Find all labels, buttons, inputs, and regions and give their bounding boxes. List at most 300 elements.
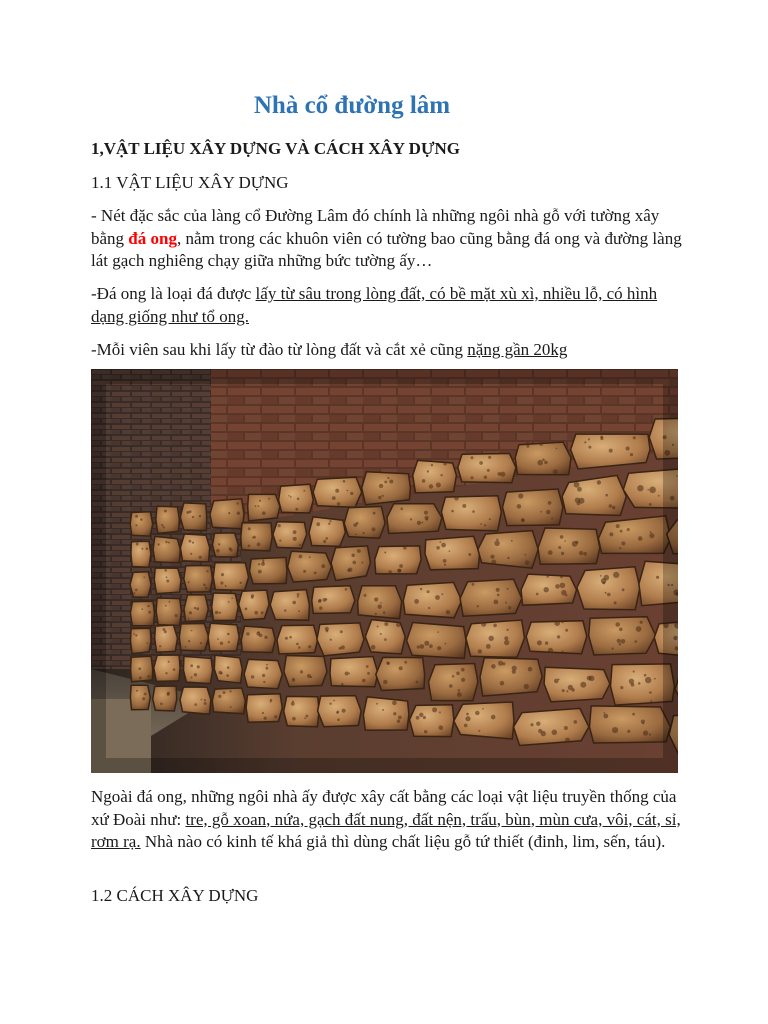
stone-pore: [462, 504, 466, 508]
stone-pore: [366, 665, 369, 668]
stone-pore: [298, 610, 300, 612]
stone-pore: [551, 518, 553, 520]
stone-pore: [142, 697, 145, 700]
section-heading-1: 1,VẬT LIỆU XÂY DỰNG VÀ CÁCH XÂY DỰNG: [91, 139, 460, 158]
stone-pore: [383, 680, 387, 684]
stone-pore: [382, 709, 384, 711]
stone-pore: [437, 631, 439, 633]
laterite-stone: [590, 706, 671, 743]
stone-pore: [554, 620, 560, 626]
stone-pore: [340, 630, 343, 633]
stone-pore: [635, 640, 638, 643]
stone-pore: [645, 677, 651, 683]
stone-pore: [190, 553, 192, 555]
laterite-stone: [503, 489, 563, 526]
stone-pore: [245, 608, 248, 611]
stone-pore: [446, 610, 450, 614]
stone-pore: [135, 634, 137, 636]
stone-pore: [440, 474, 442, 476]
stone-pore: [194, 673, 197, 676]
stone-pore: [306, 715, 309, 718]
stone-pore: [502, 662, 505, 665]
paragraph-1: [91, 205, 691, 273]
stone-pore: [300, 670, 303, 673]
stone-pore: [217, 638, 219, 640]
stone-pore: [428, 607, 430, 609]
laterite-stone: [184, 656, 213, 683]
laterite-stone: [130, 685, 150, 710]
stone-pore: [268, 498, 270, 500]
stone-pore: [466, 713, 469, 716]
stone-pore: [417, 521, 421, 525]
stone-pore: [377, 626, 379, 628]
stone-pore: [328, 523, 330, 525]
stone-pore: [565, 629, 568, 632]
laterite-stone: [538, 528, 600, 564]
stone-pore: [375, 613, 377, 615]
stone-pore: [218, 543, 220, 545]
stone-pore: [192, 516, 194, 518]
stone-pore: [279, 540, 281, 542]
laterite-stone: [312, 586, 355, 614]
stone-pore: [220, 581, 223, 584]
laterite-stone: [130, 572, 151, 598]
stone-pore: [347, 569, 350, 572]
stone-pore: [566, 690, 568, 692]
stone-pore: [219, 612, 221, 614]
stone-pore: [436, 546, 440, 550]
laterite-stone: [480, 658, 542, 696]
stone-pore: [416, 681, 419, 684]
laterite-stone: [514, 708, 589, 745]
stone-pore: [464, 724, 468, 728]
stone-pore: [258, 631, 260, 633]
stone-pore: [504, 640, 509, 645]
stone-pore: [491, 715, 496, 720]
stone-pore: [600, 437, 603, 440]
stone-pore: [553, 469, 558, 474]
stone-pore: [133, 633, 135, 635]
stone-pore: [439, 725, 444, 730]
stone-pore: [297, 596, 299, 598]
stone-pore: [169, 601, 171, 603]
stone-pore: [147, 642, 149, 644]
stone-pore: [292, 601, 296, 605]
stone-pore: [284, 609, 286, 611]
stone-pore: [204, 702, 207, 705]
stone-pore: [620, 686, 623, 689]
stone-pore: [292, 717, 296, 721]
stone-pore: [537, 640, 542, 645]
stone-pore: [541, 731, 546, 736]
page-title: Nhà cổ đường lâm: [253, 92, 451, 119]
stone-pore: [481, 622, 486, 627]
laterite-stone: [155, 625, 178, 652]
stone-pore: [525, 560, 530, 565]
stone-pore: [650, 531, 652, 533]
stone-pore: [451, 510, 454, 513]
stone-pore: [325, 627, 329, 631]
stone-pore: [329, 520, 331, 522]
stone-pore: [194, 703, 197, 706]
stone-pore: [458, 689, 461, 692]
stone-pore: [588, 438, 590, 440]
stone-pore: [521, 519, 525, 523]
paragraph-4-text-start: Ngoài đá ong, những ngôi nhà ấy được xây cất bằng các loại vật liệu truyền thống của xứ Đoài như:: [91, 787, 677, 829]
stone-pore: [620, 530, 623, 533]
stone-pore: [468, 553, 471, 556]
stone-pore: [140, 518, 143, 521]
stone-pore: [298, 646, 301, 649]
laterite-stone: [309, 517, 345, 547]
stone-pore: [226, 674, 229, 677]
paragraph-2-underlined: lấy từ sâu trong lòng đất, có bề mặt xù xì, nhiều lỗ, có hình dạng giống như tổ ong.: [91, 284, 658, 326]
stone-pore: [530, 723, 533, 726]
stone-pore: [632, 713, 635, 716]
stone-pore: [205, 587, 207, 589]
laterite-stone: [184, 566, 213, 593]
laterite-stone: [403, 582, 461, 617]
stone-pore: [564, 726, 568, 730]
stone-pore: [157, 543, 159, 545]
stone-pore: [403, 546, 407, 550]
stone-pore: [439, 711, 441, 713]
stone-pore: [616, 524, 620, 528]
stone-pore: [186, 511, 189, 514]
stone-pore: [445, 643, 447, 645]
stone-pore: [293, 537, 297, 541]
stone-pore: [133, 592, 135, 594]
stone-pore: [165, 541, 167, 543]
stone-pore: [345, 588, 348, 591]
stone-pore: [480, 523, 482, 525]
stone-pore: [588, 446, 591, 449]
stone-pore: [536, 593, 539, 596]
laterite-stone: [213, 563, 248, 591]
stone-pore: [399, 666, 403, 670]
stone-pore: [511, 540, 513, 542]
stone-pore: [631, 683, 635, 687]
stone-pore: [316, 522, 320, 526]
stone-pore: [292, 701, 294, 703]
stone-pore: [251, 594, 254, 597]
stone-pore: [299, 555, 303, 559]
stone-pore: [356, 522, 359, 525]
laterite-stone: [376, 657, 425, 690]
stone-pore: [264, 717, 267, 720]
stone-pore: [261, 611, 264, 614]
stone-pore: [398, 716, 402, 720]
stone-pore: [577, 502, 581, 506]
stone-pore: [227, 633, 230, 636]
stone-pore: [560, 535, 564, 539]
stone-pore: [138, 667, 141, 670]
stone-pore: [303, 570, 306, 573]
laterite-stone: [131, 541, 151, 567]
stone-pore: [617, 639, 621, 643]
stone-pore: [449, 550, 451, 552]
stone-pore: [278, 524, 281, 527]
stone-pore: [431, 464, 433, 466]
subsection-heading-1-1: 1.1 VẬT LIỆU XÂY DỰNG: [91, 173, 289, 192]
stone-pore: [656, 576, 659, 579]
stone-pore: [308, 645, 311, 648]
stone-pore: [200, 642, 202, 644]
stone-pore: [357, 549, 361, 553]
stone-pore: [216, 549, 220, 553]
stone-pore: [333, 700, 335, 702]
stone-pore: [504, 636, 508, 640]
laterite-stone: [284, 696, 319, 726]
stone-pore: [424, 641, 429, 646]
stone-pore: [518, 493, 523, 498]
stone-pore: [335, 489, 339, 493]
paragraph-4-underlined: tre, gỗ xoan, nứa, gạch đất nung, đất nện, trấu, bùn, mùn cưa, vôi, cát, sỉ, rơm rạ.: [91, 809, 681, 851]
stone-pore: [141, 608, 143, 610]
stone-pore: [297, 593, 300, 596]
stone-pore: [143, 576, 145, 578]
stone-pore: [384, 552, 386, 554]
stone-pore: [482, 708, 484, 710]
stone-pore: [343, 480, 346, 483]
stone-pore: [321, 564, 325, 568]
stone-pore: [303, 490, 305, 492]
stone-pore: [393, 712, 396, 715]
stone-pore: [339, 647, 342, 650]
laterite-stone: [344, 506, 385, 538]
stone-pore: [574, 482, 580, 488]
laterite-stone: [130, 512, 153, 536]
stone-pore: [228, 641, 230, 643]
stone-pore: [421, 522, 423, 524]
laterite-stone: [331, 546, 370, 581]
stone-pore: [572, 541, 578, 547]
stone-pore: [188, 640, 190, 642]
stone-pore: [148, 611, 151, 614]
laterite-stone: [153, 536, 180, 562]
stone-pore: [248, 527, 251, 530]
laterite-stone: [153, 686, 177, 711]
stone-pore: [475, 711, 480, 716]
stone-pore: [472, 583, 475, 586]
stone-pore: [191, 630, 193, 632]
stone-pore: [471, 476, 474, 479]
stone-pore: [262, 511, 266, 515]
stone-pore: [609, 449, 613, 453]
stone-pore: [293, 530, 297, 534]
stone-pore: [159, 645, 161, 647]
laterite-stone: [180, 534, 209, 562]
stone-pore: [600, 575, 602, 577]
stone-pore: [597, 480, 601, 484]
stone-pore: [419, 713, 423, 717]
stone-pore: [491, 560, 496, 565]
stone-pore: [387, 662, 390, 665]
stone-pore: [345, 672, 349, 676]
laterite-stone: [362, 472, 411, 505]
stone-pore: [139, 677, 142, 680]
stone-pore: [372, 527, 376, 531]
stone-pore: [439, 541, 441, 543]
stone-pore: [185, 646, 187, 648]
stone-pore: [650, 700, 652, 702]
highlight-da-ong: đá ong: [128, 228, 177, 248]
stone-pore: [416, 716, 420, 720]
stone-pore: [296, 643, 299, 646]
stone-pore: [341, 683, 344, 686]
stone-pore: [136, 690, 138, 692]
stone-pore: [166, 580, 169, 583]
stone-pore: [545, 641, 548, 644]
stone-pore: [387, 477, 389, 479]
stone-pore: [297, 498, 300, 501]
stone-pore: [220, 642, 223, 645]
stone-pore: [542, 459, 545, 462]
stone-pore: [449, 684, 453, 688]
stone-pore: [425, 516, 429, 520]
stone-pore: [486, 644, 491, 649]
laterite-stone: [239, 590, 270, 620]
stone-pore: [389, 480, 393, 484]
stone-pore: [237, 512, 240, 515]
stone-pore: [548, 648, 553, 653]
stone-pore: [456, 672, 460, 676]
stone-pore: [380, 633, 382, 635]
stone-pore: [658, 495, 660, 497]
stone-pore: [228, 513, 230, 515]
stone-pore: [168, 542, 170, 544]
stone-pore: [607, 593, 611, 597]
stone-pore: [443, 462, 446, 465]
stone-pore: [641, 720, 645, 724]
stone-pore: [457, 692, 462, 697]
stone-pore: [548, 550, 553, 555]
stone-pore: [379, 484, 383, 488]
stone-pore: [228, 601, 230, 603]
stone-pore: [323, 540, 326, 543]
laterite-stone: [413, 460, 457, 493]
paragraph-2: [91, 283, 691, 328]
stone-pore: [362, 679, 366, 683]
stone-pore: [396, 623, 401, 628]
stone-pore: [163, 628, 166, 631]
stone-pore: [397, 569, 401, 573]
stone-pore: [561, 621, 563, 623]
stone-pore: [337, 711, 340, 714]
laterite-stone: [387, 504, 442, 534]
stone-pore: [240, 582, 242, 584]
stone-pore: [544, 587, 549, 592]
paragraph-3: [91, 339, 691, 362]
stone-pore: [517, 504, 522, 509]
stone-pore: [165, 605, 167, 607]
stone-pore: [237, 502, 239, 504]
stone-pore: [378, 605, 382, 609]
laterite-stone: [180, 687, 211, 714]
laterite-stone: [248, 494, 280, 521]
stone-pore: [649, 487, 656, 494]
stone-pore: [351, 554, 355, 558]
stone-pore: [384, 622, 388, 626]
stone-pore: [309, 556, 311, 558]
stone-pore: [329, 703, 331, 705]
stone-pore: [654, 678, 656, 680]
laterite-stone: [317, 623, 364, 656]
laterite-stone: [318, 696, 362, 727]
stone-pore: [605, 592, 607, 594]
stone-pore: [350, 492, 353, 495]
stone-pore: [378, 496, 381, 499]
laterite-stone: [131, 628, 152, 653]
stone-pore: [166, 576, 168, 578]
stone-pore: [201, 699, 203, 701]
laterite-stone: [425, 536, 480, 570]
stone-pore: [363, 532, 365, 534]
stone-pore: [221, 573, 224, 576]
laterite-stone: [270, 590, 309, 621]
stone-pore: [227, 666, 230, 669]
stone-pore: [197, 665, 200, 668]
stone-pore: [203, 584, 206, 587]
stone-pore: [429, 484, 433, 488]
stone-pore: [162, 526, 164, 528]
stone-pore: [414, 599, 419, 604]
stone-pore: [229, 547, 232, 550]
stone-pore: [643, 730, 648, 735]
laterite-stone: [589, 617, 656, 655]
stone-pore: [204, 699, 206, 701]
stone-pore: [555, 584, 560, 589]
stone-pore: [526, 445, 529, 448]
stone-pore: [649, 503, 652, 506]
stone-pore: [647, 489, 649, 491]
stone-pore: [556, 448, 558, 450]
stone-pore: [189, 611, 192, 614]
stone-pore: [500, 681, 505, 686]
laterite-stone: [454, 702, 514, 739]
stone-pore: [258, 570, 262, 574]
stone-pore: [135, 515, 138, 518]
paragraph-1-text-end: , nằm trong các khuôn viên có tường bao cũng bằng đá ong và đường làng lát gạch nghiêng chạy giữa những bức tường ấy…: [91, 228, 682, 270]
stone-pore: [479, 461, 483, 465]
stone-pore: [383, 611, 386, 614]
stone-pore: [508, 606, 511, 609]
stone-pore: [621, 639, 626, 644]
paragraph-1-text-start: - Nét đặc sắc của làng cổ Đường Lâm đó chính là những ngôi nhà gỗ với tường xây bằng: [91, 206, 660, 248]
stone-pore: [164, 569, 167, 572]
stone-pore: [194, 607, 196, 609]
stone-pore: [436, 483, 441, 488]
stone-pore: [638, 536, 643, 541]
stone-pore: [314, 572, 317, 575]
stone-pore: [507, 588, 509, 590]
stone-pore: [633, 436, 636, 439]
stone-pore: [638, 682, 641, 685]
stone-pore: [206, 570, 208, 572]
stone-pore: [477, 605, 479, 607]
stone-pore: [146, 547, 149, 550]
stone-pore: [135, 589, 138, 592]
stone-pore: [435, 595, 440, 600]
stone-pore: [540, 511, 542, 513]
stone-pore: [196, 607, 199, 610]
stone-pore: [189, 540, 192, 543]
stone-pore: [325, 537, 328, 540]
laterite-stone: [214, 655, 242, 683]
stone-pore: [546, 510, 551, 515]
laterite-stone: [544, 667, 610, 702]
stone-pore: [262, 562, 264, 564]
